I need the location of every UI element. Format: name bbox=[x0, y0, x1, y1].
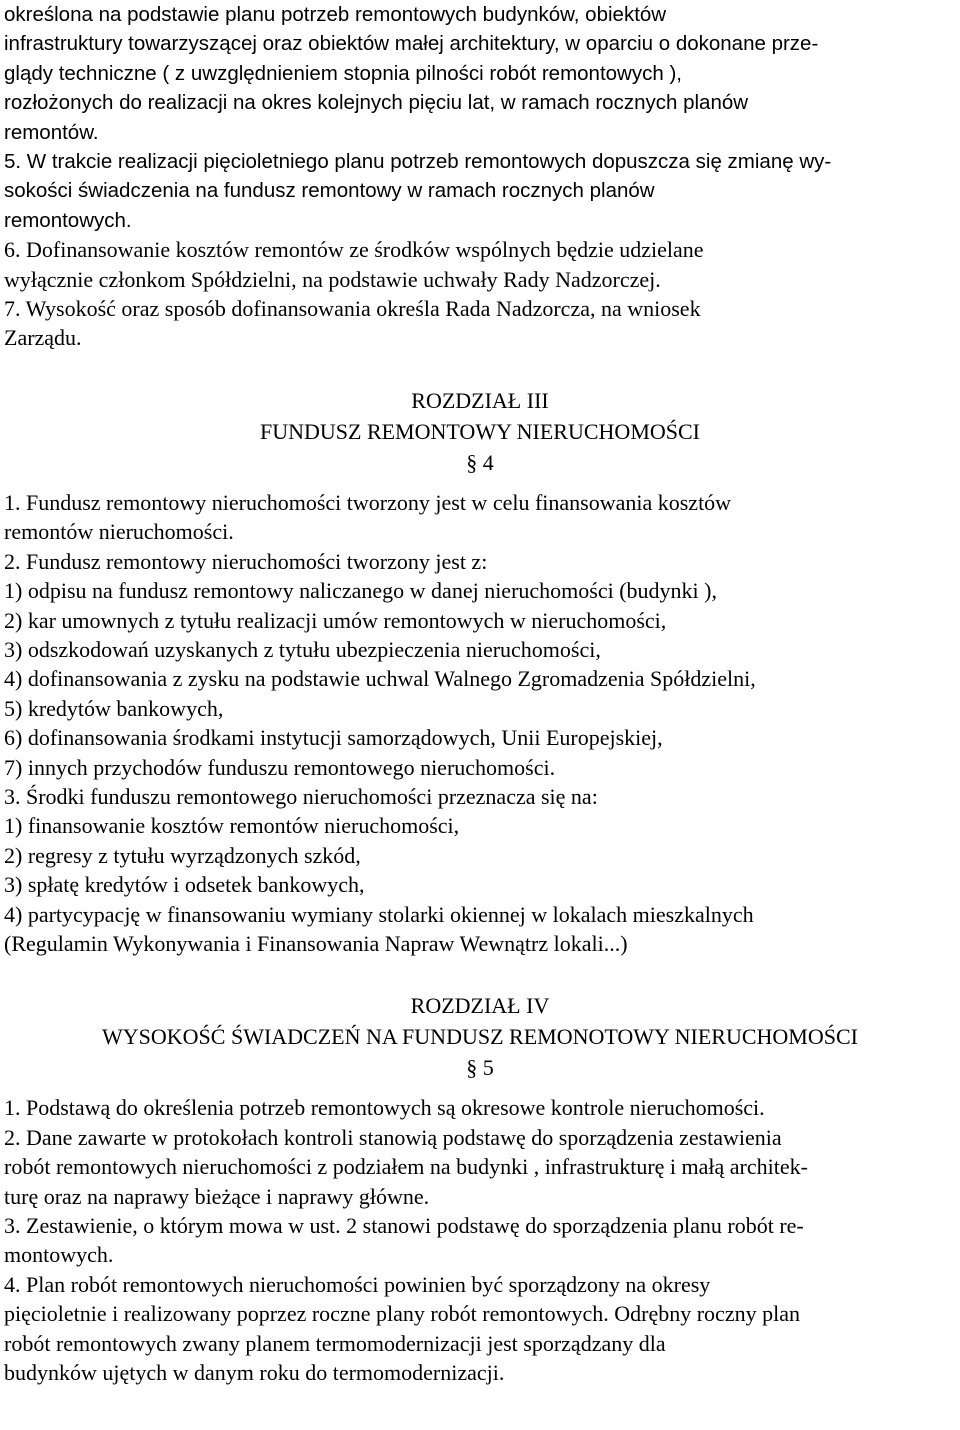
list-item: 6) dofinansowania środkami instytucji samorządowych, Unii Europejskiej, bbox=[4, 725, 663, 751]
list-item: 2) regresy z tytułu wyrządzonych szkód, bbox=[4, 842, 361, 868]
text-line: 2. Fundusz remontowy nieruchomości tworzony jest z: bbox=[4, 548, 488, 574]
text-line: rozłożonych do realizacji na okres kolejnych pięciu lat, w ramach rocznych planów bbox=[4, 91, 749, 115]
chapter-title: ROZDZIAŁ III bbox=[411, 387, 549, 413]
section-number: § 5 bbox=[466, 1055, 494, 1081]
text-line: 2. Dane zawarte w protokołach kontroli stanowią podstawę do sporządzenia zestawienia bbox=[4, 1124, 782, 1150]
intro-paragraphs bbox=[4, 0, 956, 353]
text-line: 5. W trakcie realizacji pięcioletniego planu potrzeb remontowych dopuszcza się zmianę wy- bbox=[4, 150, 832, 174]
text-line: określona na podstawie planu potrzeb remontowych budynków, obiektów bbox=[4, 3, 667, 26]
list-item: 4) dofinansowania z zysku na podstawie uchwal Walnego Zgromadzenia Spółdzielni, bbox=[4, 666, 756, 692]
text-line: glądy techniczne ( z uwzględnieniem stopnia pilności robót remontowych ), bbox=[4, 61, 682, 85]
text-line: remontów. bbox=[4, 120, 99, 144]
text-line: wyłącznie członkom Spółdzielni, na podstawie uchwały Rady Nadzorczej. bbox=[4, 266, 661, 292]
section-number: § 4 bbox=[466, 449, 494, 475]
text-line: 1. Podstawą do określenia potrzeb remontowych są okresowe kontrole nieruchomości. bbox=[4, 1095, 765, 1121]
list-item: 1) odpisu na fundusz remontowy naliczanego w danej nieruchomości (budynki ), bbox=[4, 578, 717, 604]
text-line: turę oraz na naprawy bieżące i naprawy główne. bbox=[4, 1183, 430, 1209]
list-item: 4) partycypację w finansowaniu wymiany stolarki okiennej w lokalach mieszkalnych bbox=[4, 901, 754, 927]
chapter-subtitle: WYSOKOŚĆ ŚWIADCZEŃ NA FUNDUSZ REMONOTOWY NIERUCHOMOŚCI bbox=[102, 1024, 858, 1050]
text-line: robót remontowych nieruchomości z podziałem na budynki , infrastrukturę i małą architek- bbox=[4, 1154, 808, 1180]
text-line: sokości świadczenia na fundusz remontowy w ramach rocznych planów bbox=[4, 179, 655, 203]
text-line: 3. Środki funduszu remontowego nieruchomości przeznacza się na: bbox=[4, 783, 598, 809]
text-line: remontowych. bbox=[4, 208, 132, 232]
text-line: Zarządu. bbox=[4, 325, 82, 351]
list-item: 5) kredytów bankowych, bbox=[4, 695, 224, 721]
text-line: 3. Zestawienie, o którym mowa w ust. 2 stanowi podstawę do sporządzenia planu robót re- bbox=[4, 1213, 804, 1238]
text-line: 6. Dofinansowanie kosztów remontów ze środków wspólnych będzie udzielane bbox=[4, 237, 704, 263]
chapter-4-body bbox=[4, 1093, 956, 1387]
text-line: robót remontowych zwany planem termomodernizacji jest sporządzany dla bbox=[4, 1330, 666, 1356]
list-item: 7) innych przychodów funduszu remontowego nieruchomości. bbox=[4, 754, 556, 780]
list-item: 3) spłatę kredytów i odsetek bankowych, bbox=[4, 872, 365, 898]
text-line: 4. Plan robót remontowych nieruchomości powinien być sporządzony na okresy bbox=[4, 1271, 711, 1297]
list-item: 3) odszkodowań uzyskanych z tytułu ubezpieczenia nieruchomości, bbox=[4, 636, 601, 662]
chapter-3-body bbox=[4, 488, 956, 959]
text-line: remontów nieruchomości. bbox=[4, 519, 234, 545]
list-item: 1) finansowanie kosztów remontów nieruchomości, bbox=[4, 813, 460, 839]
text-line: (Regulamin Wykonywania i Finansowania Napraw Wewnątrz lokali...) bbox=[4, 930, 628, 956]
text-line: 1. Fundusz remontowy nieruchomości tworzony jest w celu finansowania kosztów bbox=[4, 489, 732, 515]
list-item: 2) kar umownych z tytułu realizacji umów remontowych w nieruchomości, bbox=[4, 607, 667, 633]
text-line: montowych. bbox=[4, 1242, 114, 1268]
text-line: budynków ujętych w danym roku do termomodernizacji. bbox=[4, 1360, 505, 1386]
chapter-subtitle: FUNDUSZ REMONTOWY NIERUCHOMOŚCI bbox=[259, 418, 701, 444]
chapter-3-heading bbox=[4, 385, 956, 478]
text-line: infrastruktury towarzyszącej oraz obiektów małej architektury, w oparciu o dokonane prze- bbox=[4, 32, 819, 56]
chapter-4-heading bbox=[4, 990, 956, 1083]
text-line: pięcioletnie i realizowany poprzez roczne plany robót remontowych. Odrębny roczny plan bbox=[4, 1301, 800, 1327]
chapter-title: ROZDZIAŁ IV bbox=[410, 993, 550, 1019]
text-line: 7. Wysokość oraz sposób dofinansowania określa Rada Nadzorcza, na wniosek bbox=[4, 296, 701, 322]
